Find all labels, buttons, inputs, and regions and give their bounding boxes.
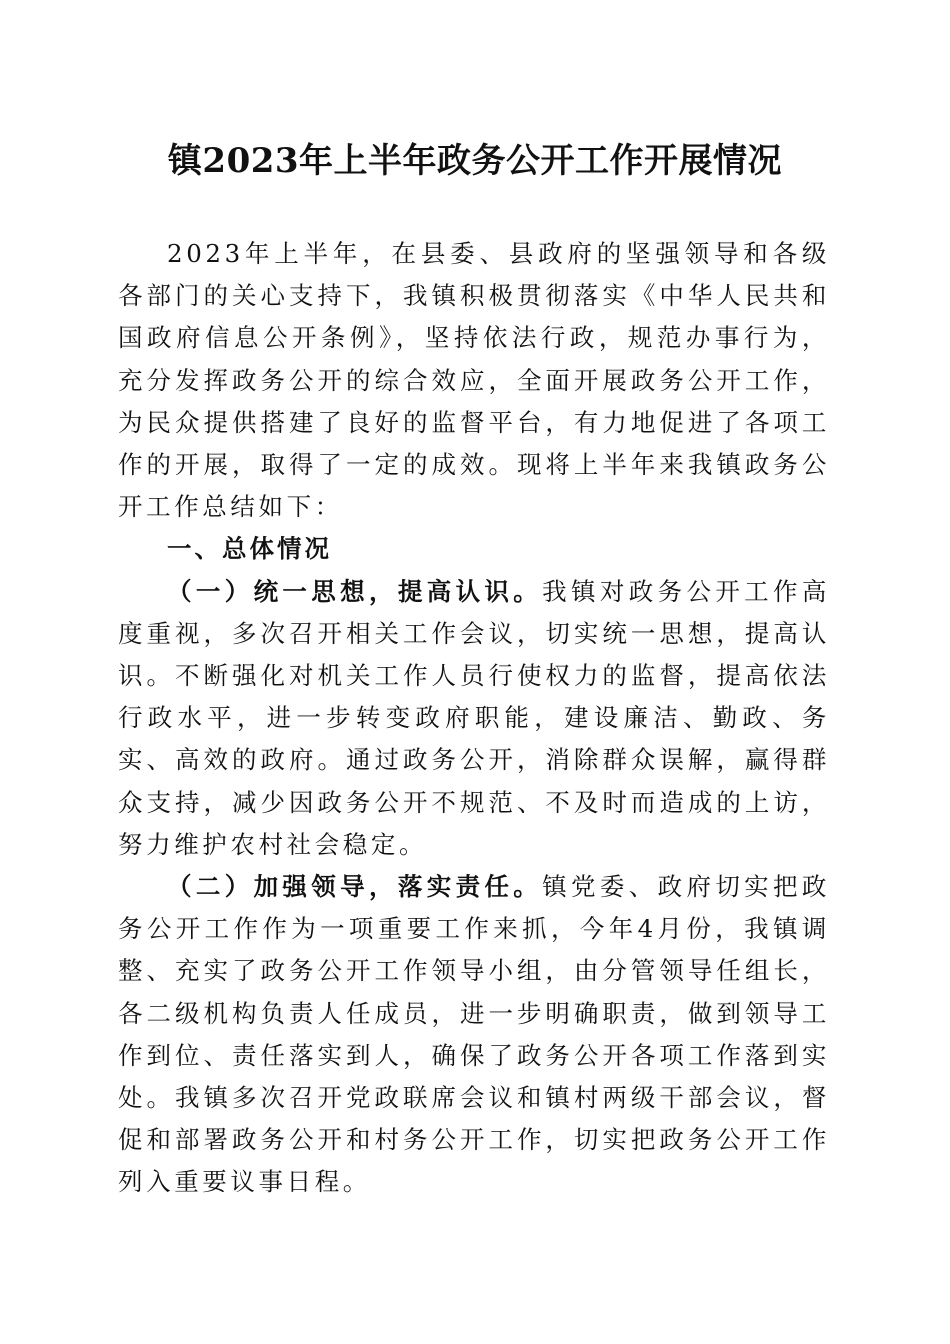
subsection-paragraph-2: [118, 866, 830, 1204]
document-title: 镇2023年上半年政务公开工作开展情况: [167, 141, 783, 181]
document-body: [118, 233, 830, 1204]
subsection-lead-1: （一）统一思想，提高认识。: [167, 576, 543, 606]
subsection-text-2: 镇党委、政府切实把政务公开工作作为一项重要工作来抓，今年4月份，我镇调整、充实了政务公开工作领导小组，由分管领导任组长，各二级机构负责人任成员，进一步明确职责，做到领导工作到位、责任落实到人，确保了政务公开各项工作落到实处。我镇多次召开党政联席会议和镇村两级干部会议，督促和部署政务公开和村务公开工作，切实把政务公开工作列入重要议事日程。: [118, 872, 830, 1197]
subsection-lead-2: （二）加强领导，落实责任。: [167, 872, 543, 902]
subsection-text-1: 我镇对政务公开工作高度重视，多次召开相关工作会议，切实统一思想，提高认识。不断强化对机关工作人员行使权力的监督，提高依法行政水平，进一步转变政府职能，建设廉洁、勤政、务实、高效的政府。通过政务公开，消除群众误解，赢得群众支持，减少因政务公开不规范、不及时而造成的上访，努力维护农村社会稳定。: [118, 576, 830, 859]
section-heading-overall: 一、总体情况: [167, 534, 332, 564]
intro-paragraph: 2023年上半年，在县委、县政府的坚强领导和各级各部门的关心支持下，我镇积极贯彻落实《中华人民共和国政府信息公开条例》，坚持依法行政，规范办事行为，充分发挥政务公开的综合效应，全面开展政务公开工作，为民众提供搭建了良好的监督平台，有力地促进了各项工作的开展，取得了一定的成效。现将上半年来我镇政务公开工作总结如下：: [118, 239, 830, 522]
subsection-paragraph-1: [118, 571, 830, 866]
